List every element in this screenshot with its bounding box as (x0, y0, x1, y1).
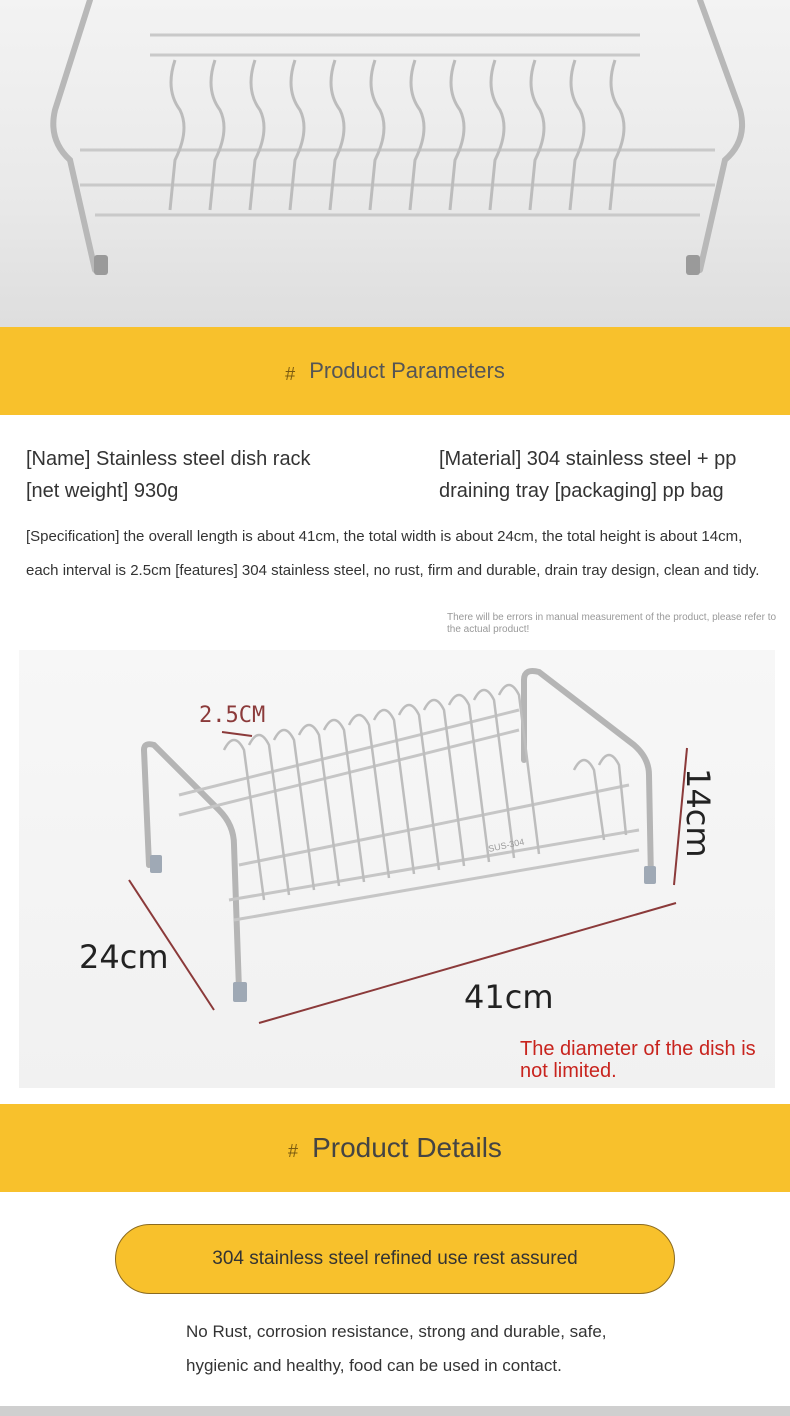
measurement-disclaimer: There will be errors in manual measurement of the product, please refer to the actual product! (447, 612, 777, 635)
length-label: 41cm (464, 978, 554, 1016)
details-description: No Rust, corrosion resistance, strong and durable, safe, hygienic and healthy, food can be used in contact. (186, 1322, 607, 1375)
hash-icon: # (288, 1140, 299, 1161)
section-title-details: Product Details (312, 1132, 502, 1163)
param-name-weight: [Name] Stainless steel dish rack [net weight] 930g (26, 448, 311, 502)
param-specification: [Specification] the overall length is about 41cm, the total width is about 24cm, the total height is about 14cm, each interval is 2.5cm [features] 304 stainless steel, no rust, firm and durable, drain tray design, clean and tidy. (26, 528, 760, 579)
interval-label: 2.5CM (199, 703, 266, 728)
rack-dimension-illustration (19, 650, 775, 1088)
param-material-packaging: [Material] 304 stainless steel + pp draining tray [packaging] pp bag (439, 448, 737, 502)
sus-304-stamp: SUS-304 (487, 836, 526, 854)
rack-top-illustration (0, 0, 790, 327)
dish-diameter-note: The diameter of the dish is not limited. (520, 1038, 756, 1082)
product-photo-top (0, 0, 790, 327)
next-image-edge (0, 1406, 790, 1416)
section-title-parameters: Product Parameters (309, 358, 505, 383)
hash-icon: # (285, 363, 296, 384)
highlight-pill: 304 stainless steel refined use rest assured (115, 1224, 675, 1294)
width-label: 24cm (79, 938, 169, 976)
height-label: 14cm (679, 768, 717, 858)
rack-dimension-photo (19, 650, 775, 1088)
product-details-header (0, 1104, 790, 1192)
product-parameters-header (0, 327, 790, 415)
